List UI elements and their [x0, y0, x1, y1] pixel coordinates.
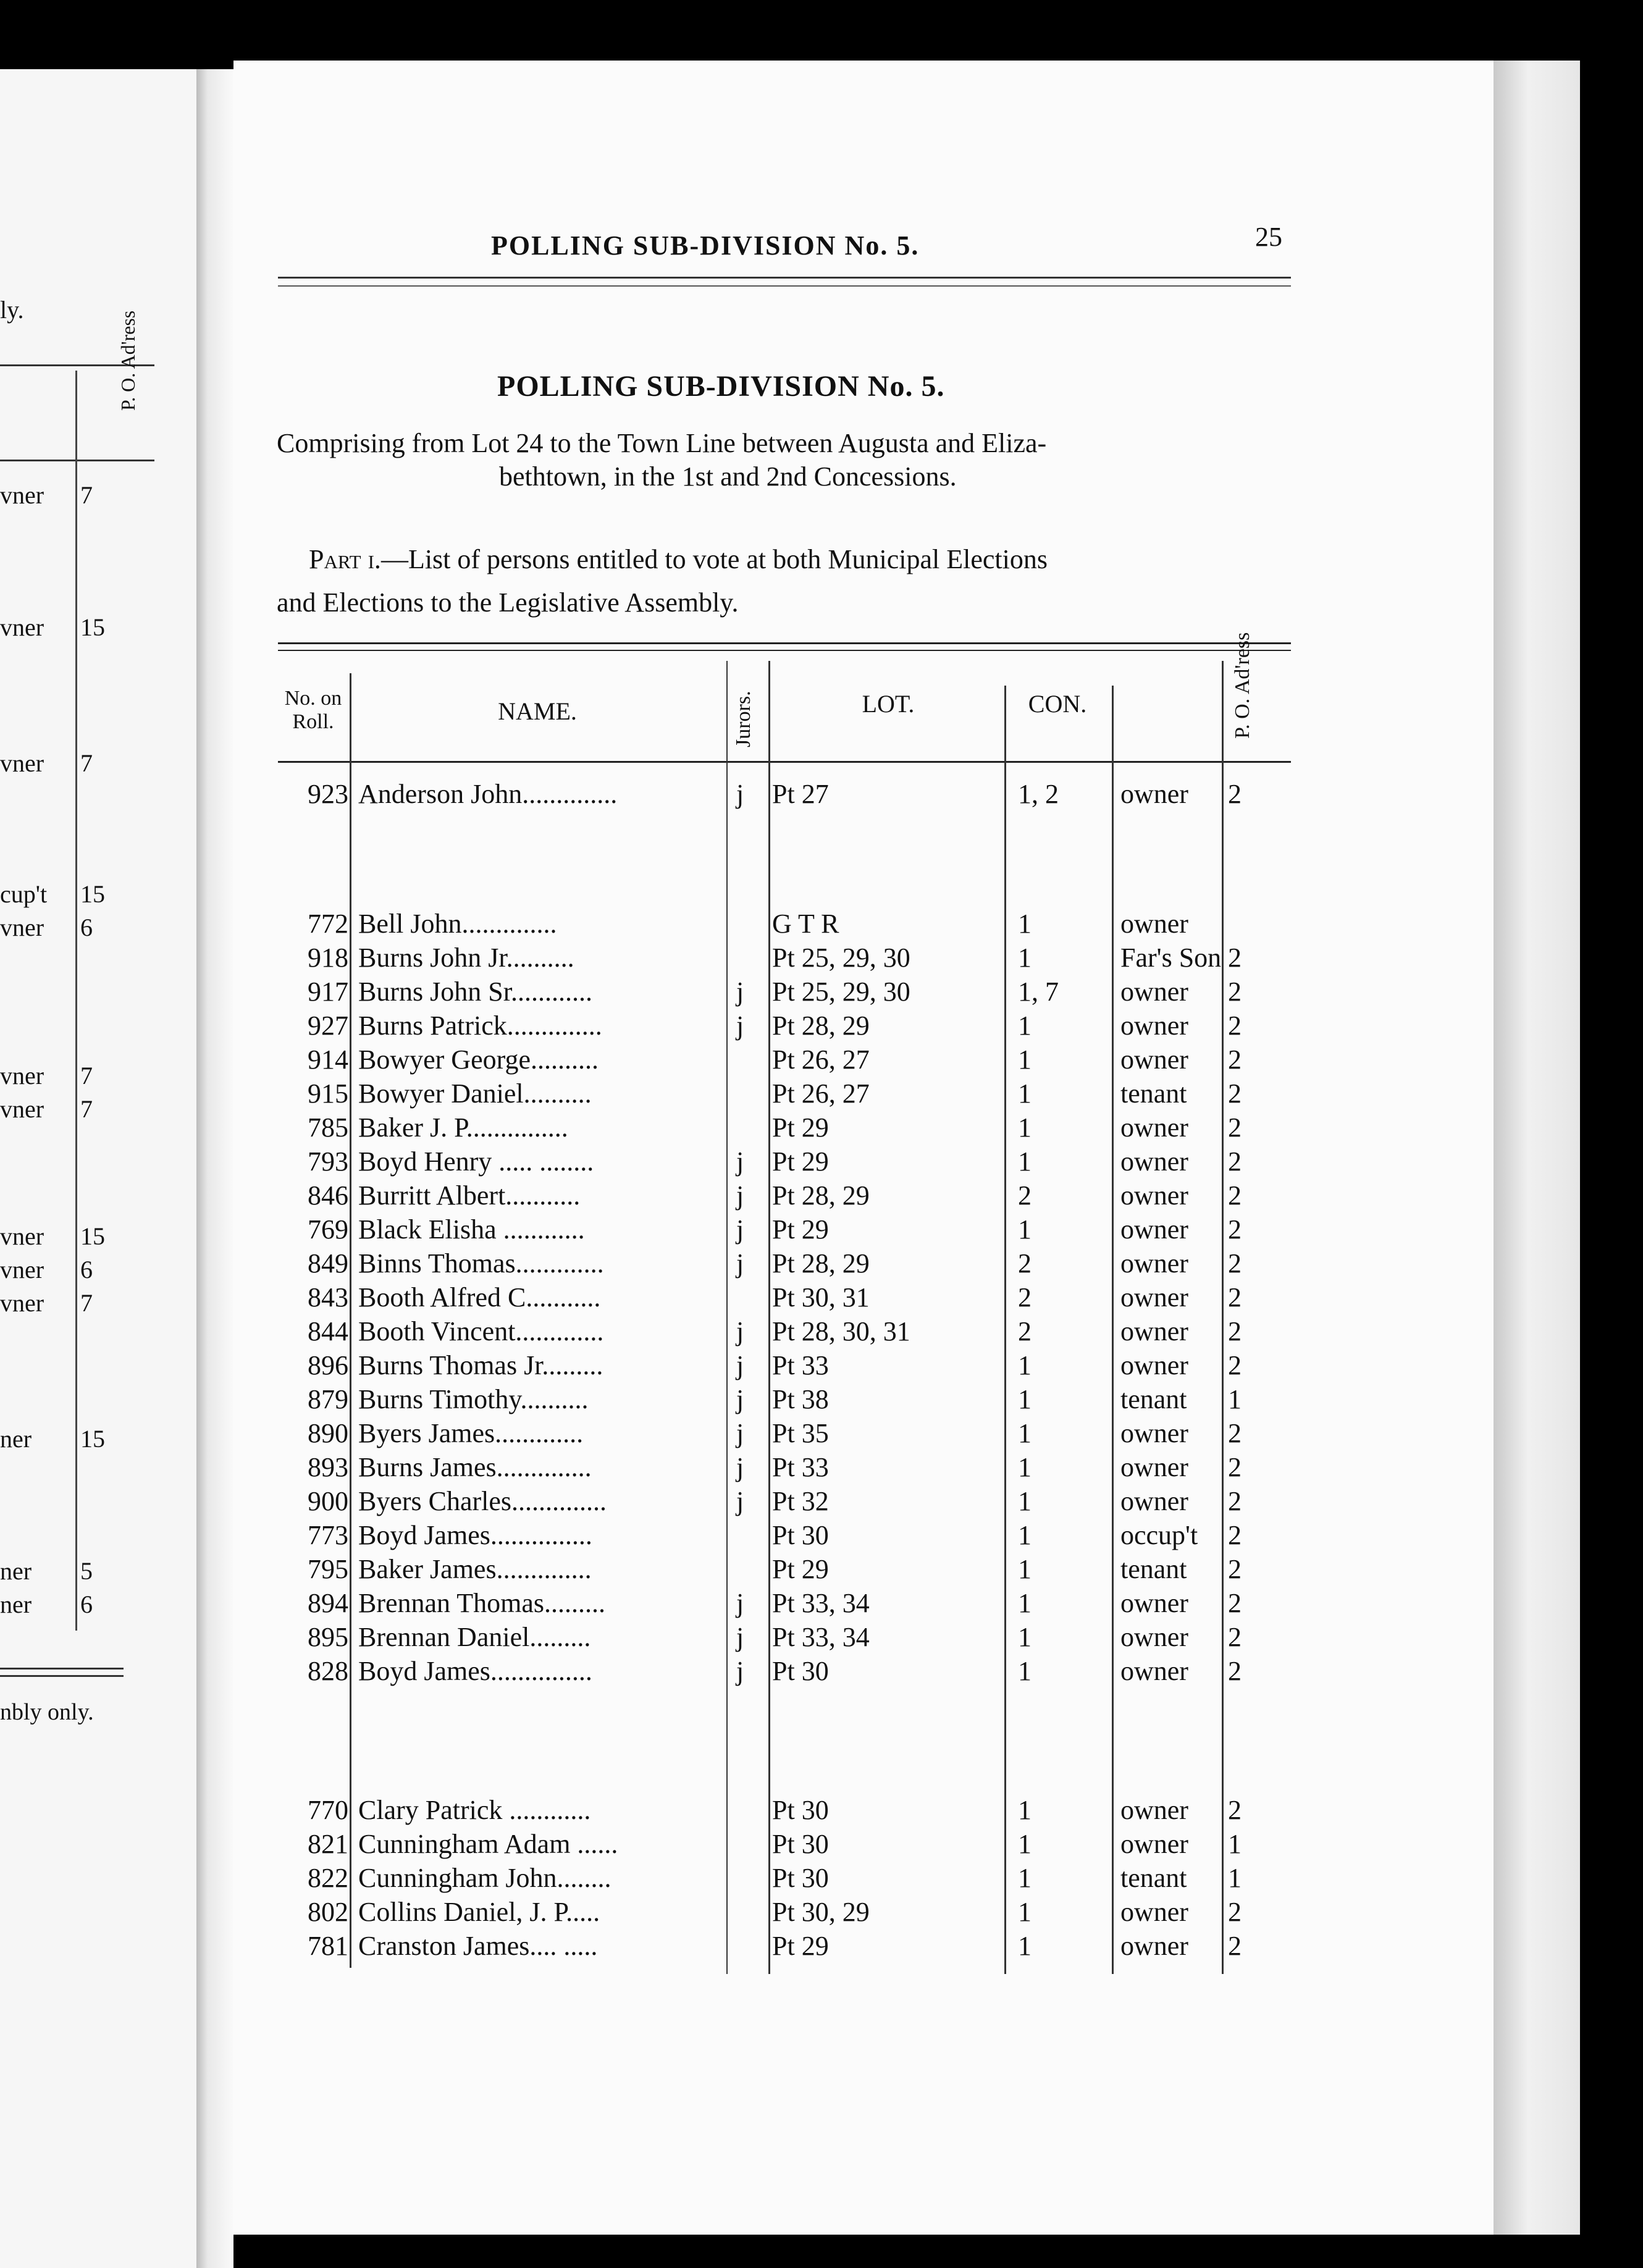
concession: 1, 7: [1018, 976, 1059, 1007]
concession: 2: [1018, 1282, 1032, 1312]
juror-mark: j: [736, 1656, 744, 1686]
roll-number: 822: [308, 1863, 348, 1893]
lot: Pt 38: [772, 1384, 829, 1414]
status: owner: [1120, 1931, 1188, 1961]
lot: Pt 35: [772, 1418, 829, 1448]
lot: Pt 26, 27: [772, 1078, 870, 1109]
facing-page-po: 7: [80, 1095, 93, 1123]
juror-mark: j: [736, 976, 744, 1007]
roll-number: 770: [308, 1795, 348, 1825]
juror-mark: j: [736, 1010, 744, 1041]
status: owner: [1120, 909, 1188, 939]
table-row: [0, 1862, 1643, 1897]
facing-page-status: vner: [0, 1289, 44, 1317]
po-address: 2: [1228, 1588, 1242, 1618]
status: tenant: [1120, 1384, 1187, 1414]
concession: 1: [1018, 1214, 1032, 1245]
table-row: [0, 1896, 1643, 1931]
status: owner: [1120, 1214, 1188, 1245]
juror-mark: j: [736, 1146, 744, 1177]
header-rule: [278, 285, 1291, 287]
juror-mark: j: [736, 1486, 744, 1516]
po-address: 2: [1228, 943, 1242, 973]
po-address: 2: [1228, 976, 1242, 1007]
concession: 1: [1018, 1486, 1032, 1516]
facing-page-po: 7: [80, 1289, 93, 1317]
status: owner: [1120, 1897, 1188, 1927]
concession: 1: [1018, 1520, 1032, 1550]
facing-page-po: 15: [80, 1222, 105, 1250]
concession: 1: [1018, 1554, 1032, 1584]
voter-name: Cranston James.... .....: [358, 1931, 598, 1961]
roll-number: 879: [308, 1384, 348, 1414]
juror-mark: j: [736, 1622, 744, 1652]
facing-page-po: 15: [80, 1425, 105, 1453]
roll-number: 849: [308, 1248, 348, 1279]
po-address: 2: [1228, 1350, 1242, 1380]
status: owner: [1120, 1180, 1188, 1211]
table-row: [0, 1828, 1643, 1863]
table-row: [0, 1384, 1643, 1418]
po-address: 2: [1228, 1520, 1242, 1550]
roll-number: 915: [308, 1078, 348, 1109]
po-address: 2: [1228, 1180, 1242, 1211]
lot: Pt 30: [772, 1795, 829, 1825]
status: tenant: [1120, 1554, 1187, 1584]
lot: Pt 29: [772, 1112, 829, 1143]
facing-page-status: ner: [0, 1557, 32, 1585]
concession: 1: [1018, 1863, 1032, 1893]
lot: Pt 29: [772, 1214, 829, 1245]
po-address: 2: [1228, 1452, 1242, 1482]
voter-name: Cunningham John........: [358, 1863, 611, 1893]
status: tenant: [1120, 1863, 1187, 1893]
section-title: POLLING SUB-DIVISION No. 5.: [497, 370, 945, 403]
table-row: [0, 1112, 1643, 1146]
facing-page-po: 6: [80, 914, 93, 941]
table-row: [0, 1316, 1643, 1350]
po-address: 2: [1228, 1931, 1242, 1961]
table-row: [0, 1553, 1643, 1588]
status: owner: [1120, 1656, 1188, 1686]
status: owner: [1120, 779, 1188, 809]
juror-mark: j: [736, 1418, 744, 1448]
facing-page-status: vner: [0, 481, 44, 509]
part-intro-line-2: and Elections to the Legislative Assembly.: [277, 587, 739, 618]
status: tenant: [1120, 1078, 1187, 1109]
status: owner: [1120, 1112, 1188, 1143]
concession: 1: [1018, 1146, 1032, 1177]
facing-page-status: vner: [0, 1095, 44, 1123]
voter-name: Byers James.............: [358, 1418, 584, 1448]
concession: 2: [1018, 1180, 1032, 1211]
concession: 1: [1018, 909, 1032, 939]
lot: Pt 30: [772, 1829, 829, 1859]
voter-name: Burns Timothy..........: [358, 1384, 589, 1414]
po-address: 1: [1228, 1829, 1242, 1859]
lot: Pt 28, 29: [772, 1248, 870, 1279]
lot: Pt 30: [772, 1863, 829, 1893]
facing-page-po: 7: [80, 481, 93, 509]
status: owner: [1120, 1010, 1188, 1041]
roll-number: 821: [308, 1829, 348, 1859]
table-row: [0, 1485, 1643, 1520]
facing-page-po-header-text: P. O. Ad'ress: [117, 310, 139, 411]
concession: 1: [1018, 1897, 1032, 1927]
table-top-rule: [278, 642, 1291, 644]
po-address: 2: [1228, 1078, 1242, 1109]
voter-name: Collins Daniel, J. P.....: [358, 1897, 600, 1927]
status: owner: [1120, 1795, 1188, 1825]
concession: 1: [1018, 1452, 1032, 1482]
po-address: 2: [1228, 1897, 1242, 1927]
po-address: 2: [1228, 1795, 1242, 1825]
part-text: —List of persons entitled to vote at both Municipal Elections: [380, 544, 1048, 574]
table-row: [0, 1010, 1643, 1044]
status: owner: [1120, 1248, 1188, 1279]
po-address: 2: [1228, 1010, 1242, 1041]
roll-number: 844: [308, 1316, 348, 1346]
status: owner: [1120, 1829, 1188, 1859]
po-address: 1: [1228, 1863, 1242, 1893]
facing-page-status: vner: [0, 1256, 44, 1283]
voter-name: Brennan Thomas.........: [358, 1588, 606, 1618]
table-header-rule: [278, 761, 1291, 763]
facing-page-status: ner: [0, 1425, 32, 1453]
po-address: 2: [1228, 1248, 1242, 1279]
lot: Pt 26, 27: [772, 1044, 870, 1075]
lot: Pt 33: [772, 1350, 829, 1380]
status: owner: [1120, 1418, 1188, 1448]
table-row: [0, 1587, 1643, 1622]
voter-name: Booth Alfred C...........: [358, 1282, 601, 1312]
voter-name: Anderson John..............: [358, 779, 618, 809]
roll-number: 802: [308, 1897, 348, 1927]
table-row: [0, 1621, 1643, 1656]
lot: Pt 33, 34: [772, 1588, 870, 1618]
po-address: 2: [1228, 1316, 1242, 1346]
po-address: 2: [1228, 1214, 1242, 1245]
table-row: [0, 1248, 1643, 1282]
concession: 1: [1018, 1795, 1032, 1825]
status: Far's Son: [1120, 943, 1222, 973]
lot: Pt 29: [772, 1554, 829, 1584]
lot: Pt 28, 29: [772, 1180, 870, 1211]
lot: Pt 32: [772, 1486, 829, 1516]
roll-number: 917: [308, 976, 348, 1007]
table-row: [0, 942, 1643, 976]
roll-number: 923: [308, 779, 348, 809]
juror-mark: j: [736, 779, 744, 809]
voter-name: Boyd James...............: [358, 1656, 592, 1686]
facing-page-po: 7: [80, 1062, 93, 1090]
facing-page-status: cup't: [0, 880, 48, 908]
voter-name: Clary Patrick ............: [358, 1795, 591, 1825]
voter-name: Brennan Daniel.........: [358, 1622, 591, 1652]
juror-mark: j: [736, 1248, 744, 1279]
concession: 1: [1018, 1112, 1032, 1143]
table-top-rule: [278, 650, 1291, 651]
lot: Pt 28, 29: [772, 1010, 870, 1041]
voter-name: Burns John Jr..........: [358, 943, 574, 973]
voter-name: Cunningham Adam ......: [358, 1829, 618, 1859]
facing-page-po: 6: [80, 1256, 93, 1283]
lot: Pt 29: [772, 1931, 829, 1961]
po-address: 2: [1228, 1044, 1242, 1075]
facing-page-footer-fragment: nbly only.: [0, 1699, 94, 1725]
juror-mark: j: [736, 1180, 744, 1211]
header-rule: [278, 277, 1291, 279]
table-row: [0, 1794, 1643, 1829]
po-address: 2: [1228, 1418, 1242, 1448]
juror-mark: j: [736, 1588, 744, 1618]
header-jurors: Jurors.: [732, 691, 755, 747]
table-row: [0, 1180, 1643, 1214]
voter-name: Bowyer George..........: [358, 1044, 599, 1075]
facing-page-po: 6: [80, 1590, 93, 1618]
concession: 1: [1018, 1384, 1032, 1414]
voter-name: Baker J. P...............: [358, 1112, 568, 1143]
header-po-address: P. O. Ad'ress: [1231, 632, 1254, 739]
juror-mark: j: [736, 1384, 744, 1414]
lot: G T R: [772, 909, 839, 939]
table-row: [0, 1930, 1643, 1965]
header-no-on-roll-line-2: Roll.: [292, 710, 334, 733]
roll-number: 795: [308, 1554, 348, 1584]
po-address: 2: [1228, 1282, 1242, 1312]
section-description-line-1: Comprising from Lot 24 to the Town Line between Augusta and Eliza-: [277, 428, 1047, 458]
table-row: [0, 1519, 1643, 1554]
roll-number: 893: [308, 1452, 348, 1482]
concession: 2: [1018, 1248, 1032, 1279]
po-address: 1: [1228, 1384, 1242, 1414]
roll-number: 793: [308, 1146, 348, 1177]
voter-name: Booth Vincent.............: [358, 1316, 604, 1346]
table-row: [0, 1655, 1643, 1690]
roll-number: 896: [308, 1350, 348, 1380]
table-row: [0, 908, 1643, 943]
table-row: [0, 1044, 1643, 1078]
header-name: NAME.: [498, 697, 577, 725]
concession: 1: [1018, 1078, 1032, 1109]
concession: 1: [1018, 1350, 1032, 1380]
lot: Pt 28, 30, 31: [772, 1316, 910, 1346]
status: owner: [1120, 1044, 1188, 1075]
roll-number: 785: [308, 1112, 348, 1143]
lot: Pt 30: [772, 1656, 829, 1686]
table-row: [0, 1078, 1643, 1112]
concession: 1: [1018, 1588, 1032, 1618]
lot: Pt 27: [772, 779, 829, 809]
voter-name: Baker James..............: [358, 1554, 592, 1584]
juror-mark: j: [736, 1316, 744, 1346]
roll-number: 781: [308, 1931, 348, 1961]
po-address: 2: [1228, 1146, 1242, 1177]
po-address: 2: [1228, 1622, 1242, 1652]
running-head: POLLING SUB-DIVISION No. 5.: [491, 230, 920, 261]
roll-number: 846: [308, 1180, 348, 1211]
po-address: 2: [1228, 1486, 1242, 1516]
concession: 1: [1018, 1418, 1032, 1448]
table-row: [0, 1418, 1643, 1452]
header-lot: LOT.: [862, 690, 915, 718]
concession: 1: [1018, 943, 1032, 973]
lot: Pt 30, 29: [772, 1897, 870, 1927]
concession: 1: [1018, 1044, 1032, 1075]
concession: 1: [1018, 1656, 1032, 1686]
po-address: 2: [1228, 1112, 1242, 1143]
status: owner: [1120, 1452, 1188, 1482]
header-no-on-roll: [278, 687, 348, 734]
lot: Pt 33: [772, 1452, 829, 1482]
voter-name: Burns John Sr............: [358, 976, 592, 1007]
roll-number: 828: [308, 1656, 348, 1686]
facing-page-po: 5: [80, 1557, 93, 1585]
table-row: [0, 778, 1643, 813]
status: owner: [1120, 1486, 1188, 1516]
facing-page-rule: [0, 460, 154, 461]
voter-name: Boyd Henry ..... ........: [358, 1146, 594, 1177]
roll-number: 773: [308, 1520, 348, 1550]
status: owner: [1120, 1282, 1188, 1312]
lot: Pt 30, 31: [772, 1282, 870, 1312]
concession: 1: [1018, 1931, 1032, 1961]
juror-mark: j: [736, 1452, 744, 1482]
concession: 1: [1018, 1829, 1032, 1859]
facing-page-status: vner: [0, 749, 44, 777]
status: owner: [1120, 1316, 1188, 1346]
facing-page-status: ner: [0, 1590, 32, 1618]
facing-page-po-header: [105, 310, 161, 457]
table-row: [0, 1214, 1643, 1248]
concession: 2: [1018, 1316, 1032, 1346]
voter-name: Binns Thomas.............: [358, 1248, 604, 1279]
part-intro-line-1: [309, 544, 1048, 575]
lot: Pt 29: [772, 1146, 829, 1177]
concession: 1, 2: [1018, 779, 1059, 809]
status: owner: [1120, 976, 1188, 1007]
header-con: CON.: [1028, 690, 1087, 718]
voter-name: Burns Thomas Jr.........: [358, 1350, 603, 1380]
lot: Pt 33, 34: [772, 1622, 870, 1652]
voter-name: Burns Patrick..............: [358, 1010, 602, 1041]
po-address: 2: [1228, 779, 1242, 809]
header-no-on-roll-line-1: No. on: [284, 687, 342, 710]
facing-page-po: 15: [80, 880, 105, 908]
status: owner: [1120, 1350, 1188, 1380]
status: owner: [1120, 1146, 1188, 1177]
page-number: 25: [1255, 222, 1282, 252]
table-row: [0, 976, 1643, 1010]
part-label: Part i.: [309, 544, 381, 574]
facing-page-status: vner: [0, 914, 44, 941]
facing-page-po: 15: [80, 613, 105, 641]
roll-number: 895: [308, 1622, 348, 1652]
voter-name: Bell John..............: [358, 909, 557, 939]
roll-number: 843: [308, 1282, 348, 1312]
juror-mark: j: [736, 1350, 744, 1380]
status: owner: [1120, 1588, 1188, 1618]
roll-number: 927: [308, 1010, 348, 1041]
roll-number: 769: [308, 1214, 348, 1245]
voter-name: Boyd James...............: [358, 1520, 592, 1550]
voter-name: Burns James..............: [358, 1452, 592, 1482]
roll-number: 772: [308, 909, 348, 939]
section-description-line-2: bethtown, in the 1st and 2nd Concessions.: [499, 461, 957, 492]
table-row: [0, 1451, 1643, 1486]
table-row: [0, 1146, 1643, 1180]
lot: Pt 25, 29, 30: [772, 943, 910, 973]
voter-name: Bowyer Daniel..........: [358, 1078, 592, 1109]
roll-number: 900: [308, 1486, 348, 1516]
concession: 1: [1018, 1622, 1032, 1652]
status: occup't: [1120, 1520, 1198, 1550]
roll-number: 914: [308, 1044, 348, 1075]
status: owner: [1120, 1622, 1188, 1652]
voter-name: Byers Charles..............: [358, 1486, 607, 1516]
po-address: 2: [1228, 1554, 1242, 1584]
roll-number: 894: [308, 1588, 348, 1618]
table-row: [0, 1282, 1643, 1316]
facing-page-status: vner: [0, 1222, 44, 1250]
concession: 1: [1018, 1010, 1032, 1041]
facing-page-status: vner: [0, 1062, 44, 1090]
voter-name: Black Elisha ............: [358, 1214, 585, 1245]
po-address: 2: [1228, 1656, 1242, 1686]
voter-name: Burritt Albert...........: [358, 1180, 581, 1211]
roll-number: 918: [308, 943, 348, 973]
roll-number: 890: [308, 1418, 348, 1448]
juror-mark: j: [736, 1214, 744, 1245]
facing-page-status: vner: [0, 613, 44, 641]
facing-page-heading-fragment: ly.: [0, 296, 24, 324]
lot: Pt 30: [772, 1520, 829, 1550]
lot: Pt 25, 29, 30: [772, 976, 910, 1007]
table-row: [0, 1350, 1643, 1384]
facing-page-po: 7: [80, 749, 93, 777]
